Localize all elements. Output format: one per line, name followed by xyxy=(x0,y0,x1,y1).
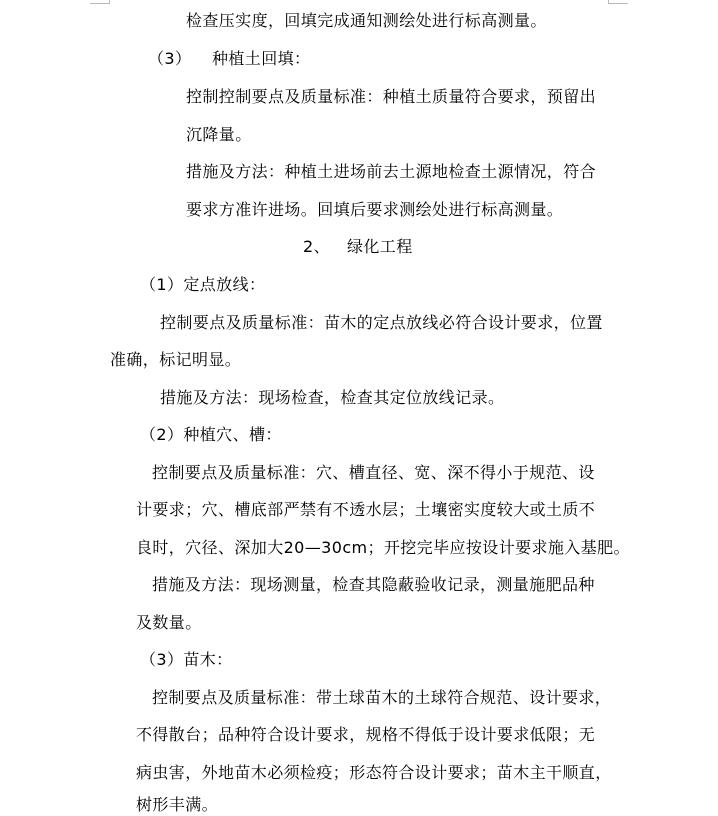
text-line: 计要求；穴、槽底部严禁有不透水层；土壤密实度较大或土质不 xyxy=(136,500,596,519)
chapter-title: 绿化工程 xyxy=(347,237,413,256)
text-line: 措施及方法：种植土进场前去土源地检查土源情况，符合 xyxy=(186,162,597,181)
subsection-heading: （3）苗木： xyxy=(140,650,233,669)
text-line: 要求方准许进场。回填后要求测绘处进行标高测量。 xyxy=(186,200,564,219)
text-line: 准确，标记明显。 xyxy=(110,350,242,369)
text-line: 及数量。 xyxy=(136,613,202,632)
section-heading: 种植土回填： xyxy=(212,49,311,68)
text-line: 检查压实度，回填完成通知测绘处进行标高测量。 xyxy=(186,11,547,30)
chapter-number: 2、 xyxy=(303,237,330,256)
text-line: 措施及方法：现场检查，检查其定位放线记录。 xyxy=(160,388,505,407)
margin-mark-top-right-h xyxy=(608,3,628,4)
text-line: 控制控制要点及质量标准：种植土质量符合要求，预留出 xyxy=(186,87,597,106)
subsection-heading: （1）定点放线： xyxy=(140,275,266,294)
text-line: 控制要点及质量标准：带土球苗木的土球符合规范、设计要求， xyxy=(152,688,612,707)
item-number: （3） xyxy=(148,49,192,68)
subsection-heading: （2）种植穴、槽： xyxy=(140,425,282,444)
margin-mark-top-left-h xyxy=(90,3,110,4)
text-line: 控制要点及质量标准：穴、槽直径、宽、深不得小于规范、设 xyxy=(152,463,595,482)
text-line: 不得散台；品种符合设计要求，规格不得低于设计要求低限；无 xyxy=(136,725,596,744)
text-line: 措施及方法：现场测量，检查其隐蔽验收记录，测量施肥品种 xyxy=(152,575,595,594)
text-line: 沉降量。 xyxy=(186,125,252,144)
text-line: 树形丰满。 xyxy=(136,795,219,814)
text-line: 良时，穴径、深加大20—30cm；开挖完毕应按设计要求施入基肥。 xyxy=(136,538,630,557)
text-line: 控制要点及质量标准：苗木的定点放线必符合设计要求，位置 xyxy=(160,313,603,332)
text-line: 病虫害，外地苗木必须检疫；形态符合设计要求；苗木主干顺直， xyxy=(136,763,612,782)
